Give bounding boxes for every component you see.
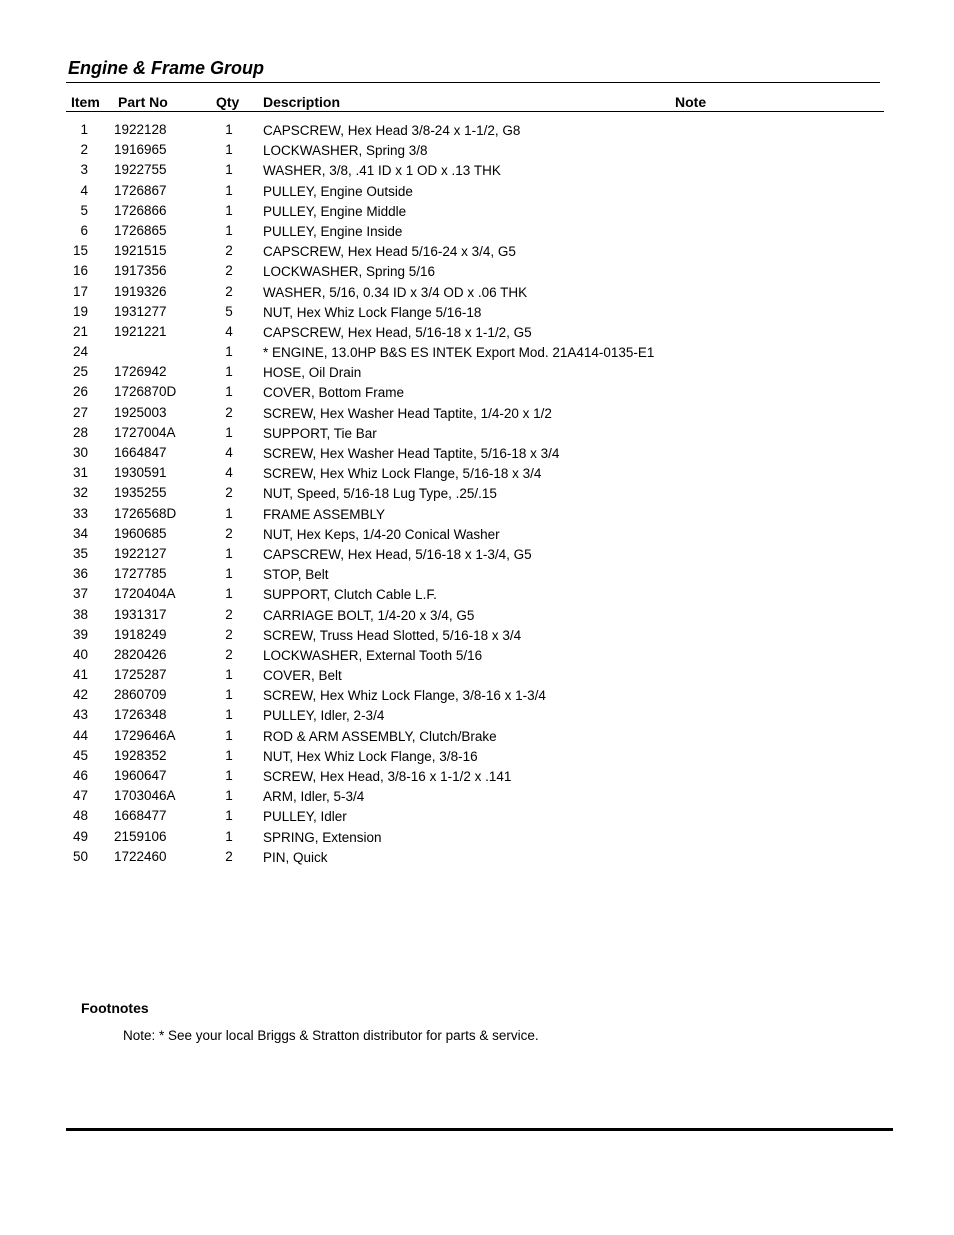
qty-cell: 1 bbox=[225, 566, 233, 582]
description-cell: CARRIAGE BOLT, 1/4-20 x 3/4, G5 bbox=[263, 607, 475, 623]
qty-cell: 2 bbox=[225, 525, 233, 541]
table-row bbox=[0, 464, 954, 484]
part-no-cell: 1720404A bbox=[114, 586, 176, 602]
table-row bbox=[0, 444, 954, 464]
description-cell: ROD & ARM ASSEMBLY, Clutch/Brake bbox=[263, 728, 497, 744]
part-no-cell: 1935255 bbox=[114, 485, 167, 501]
qty-cell: 1 bbox=[225, 364, 233, 380]
description-cell: FRAME ASSEMBLY bbox=[263, 506, 386, 522]
page-title: Engine & Frame Group bbox=[68, 58, 265, 78]
description-cell: NUT, Hex Keps, 1/4-20 Conical Washer bbox=[263, 526, 500, 542]
footnote-text: Note: * See your local Briggs & Stratton distributor for parts & service. bbox=[123, 1028, 539, 1043]
part-no-cell: 1726568D bbox=[114, 505, 177, 521]
column-header-description: Description bbox=[263, 94, 341, 110]
qty-cell: 1 bbox=[225, 162, 233, 178]
description-cell: SCREW, Hex Whiz Lock Flange, 5/16-18 x 3/4 bbox=[263, 466, 542, 482]
part-no-cell: 1921515 bbox=[114, 243, 167, 259]
part-no-cell: 1960647 bbox=[114, 768, 167, 783]
qty-cell: 1 bbox=[225, 344, 233, 360]
qty-cell: 1 bbox=[225, 202, 233, 218]
qty-cell: 1 bbox=[225, 505, 233, 521]
part-no-cell: 1726942 bbox=[114, 364, 167, 380]
part-no-cell: 1916965 bbox=[114, 142, 167, 158]
qty-cell: 2 bbox=[225, 283, 233, 299]
part-no-cell: 1668477 bbox=[114, 808, 167, 824]
part-no-cell: 1921221 bbox=[114, 323, 167, 339]
item-cell: 3 bbox=[80, 162, 88, 178]
item-cell: 49 bbox=[72, 828, 88, 844]
item-cell: 17 bbox=[72, 283, 88, 299]
description-cell: PULLEY, Idler bbox=[263, 809, 347, 825]
part-no-cell: 1917356 bbox=[114, 263, 167, 279]
part-no-cell: 1918249 bbox=[114, 626, 167, 642]
column-header-note: Note bbox=[675, 94, 707, 110]
description-cell: SCREW, Hex Head, 3/8-16 x 1-1/2 x .141 bbox=[263, 769, 512, 784]
qty-cell: 1 bbox=[225, 747, 233, 763]
part-no-cell: 1919326 bbox=[114, 283, 167, 299]
table-row bbox=[0, 383, 954, 403]
item-cell: 32 bbox=[72, 485, 88, 501]
description-cell: SUPPORT, Clutch Cable L.F. bbox=[263, 587, 437, 603]
part-no-cell: 1729646A bbox=[114, 727, 176, 743]
item-cell: 50 bbox=[72, 848, 88, 864]
table-row bbox=[0, 686, 954, 706]
qty-cell: 1 bbox=[225, 545, 233, 561]
table-row bbox=[0, 222, 954, 242]
description-cell: WASHER, 5/16, 0.34 ID x 3/4 OD x .06 THK bbox=[263, 284, 528, 300]
qty-cell: 4 bbox=[225, 445, 233, 460]
table-row bbox=[0, 505, 954, 525]
part-no-cell: 1930591 bbox=[114, 465, 167, 481]
item-cell: 37 bbox=[72, 586, 88, 602]
item-cell: 48 bbox=[72, 808, 88, 824]
table-row bbox=[0, 565, 954, 585]
qty-cell: 1 bbox=[225, 424, 233, 440]
qty-cell: 1 bbox=[225, 182, 233, 198]
part-no-cell: 1722460 bbox=[114, 848, 167, 864]
qty-cell: 1 bbox=[225, 384, 233, 400]
item-cell: 19 bbox=[72, 303, 88, 319]
qty-cell: 1 bbox=[225, 142, 233, 158]
table-row bbox=[0, 727, 954, 747]
qty-cell: 1 bbox=[225, 687, 233, 703]
item-cell: 33 bbox=[72, 505, 88, 521]
description-cell: HOSE, Oil Drain bbox=[263, 365, 362, 381]
description-cell: PULLEY, Engine Inside bbox=[263, 223, 403, 239]
item-cell: 39 bbox=[72, 626, 88, 642]
part-no-cell: 2820426 bbox=[114, 646, 167, 662]
part-no-cell: 1922127 bbox=[114, 545, 167, 561]
item-cell: 16 bbox=[72, 263, 88, 279]
description-cell: LOCKWASHER, Spring 3/8 bbox=[263, 143, 428, 159]
table-row bbox=[0, 424, 954, 444]
item-cell: 45 bbox=[72, 747, 88, 763]
part-no-cell: 2860709 bbox=[114, 687, 167, 703]
table-row bbox=[0, 626, 954, 646]
part-no-cell: 1726865 bbox=[114, 222, 167, 238]
item-cell: 43 bbox=[72, 707, 88, 723]
parts-table bbox=[0, 121, 954, 868]
column-header-qty: Qty bbox=[216, 94, 240, 110]
part-no-cell: 1925003 bbox=[114, 404, 167, 420]
table-row bbox=[0, 807, 954, 827]
item-cell: 6 bbox=[80, 222, 88, 238]
description-cell: SCREW, Hex Whiz Lock Flange, 3/8-16 x 1-3/4 bbox=[263, 688, 546, 704]
table-row bbox=[0, 706, 954, 726]
qty-cell: 2 bbox=[225, 848, 233, 864]
item-cell: 5 bbox=[80, 202, 88, 218]
qty-cell: 1 bbox=[225, 586, 233, 602]
table-row bbox=[0, 283, 954, 303]
description-cell: SCREW, Truss Head Slotted, 5/16-18 x 3/4 bbox=[263, 627, 522, 643]
table-row bbox=[0, 666, 954, 686]
qty-cell: 1 bbox=[225, 788, 233, 804]
description-cell: PULLEY, Idler, 2-3/4 bbox=[263, 708, 385, 724]
table-row bbox=[0, 323, 954, 343]
page-footer-rule bbox=[66, 1128, 893, 1131]
qty-cell: 4 bbox=[225, 465, 233, 481]
description-cell: PULLEY, Engine Middle bbox=[263, 203, 407, 219]
part-no-cell: 1931317 bbox=[114, 606, 167, 622]
part-no-cell: 1727004A bbox=[114, 424, 176, 440]
description-cell: COVER, Bottom Frame bbox=[263, 385, 405, 401]
description-cell: ARM, Idler, 5-3/4 bbox=[263, 789, 365, 805]
qty-cell: 1 bbox=[225, 808, 233, 824]
header-divider bbox=[66, 111, 884, 112]
part-no-cell: 1726866 bbox=[114, 202, 167, 218]
qty-cell: 2 bbox=[225, 485, 233, 501]
item-cell: 1 bbox=[80, 122, 88, 137]
description-cell: CAPSCREW, Hex Head 5/16-24 x 3/4, G5 bbox=[263, 244, 516, 260]
table-row bbox=[0, 484, 954, 504]
qty-cell: 1 bbox=[225, 768, 233, 783]
column-header-item: Item bbox=[71, 94, 100, 110]
description-cell: * ENGINE, 13.0HP B&S ES INTEK Export Mod. 21A414-0135-E1 bbox=[263, 345, 655, 361]
table-row bbox=[0, 545, 954, 565]
item-cell: 35 bbox=[72, 545, 88, 561]
item-cell: 27 bbox=[72, 404, 88, 420]
description-cell: COVER, Belt bbox=[263, 668, 342, 684]
description-cell: SPRING, Extension bbox=[263, 829, 382, 845]
table-row bbox=[0, 141, 954, 161]
table-row bbox=[0, 606, 954, 626]
qty-cell: 2 bbox=[225, 243, 233, 259]
table-row bbox=[0, 363, 954, 383]
table-row bbox=[0, 585, 954, 605]
item-cell: 36 bbox=[72, 566, 88, 582]
item-cell: 47 bbox=[72, 788, 88, 804]
table-row bbox=[0, 202, 954, 222]
table-row bbox=[0, 767, 954, 787]
description-cell: NUT, Speed, 5/16-18 Lug Type, .25/.15 bbox=[263, 486, 497, 502]
qty-cell: 2 bbox=[225, 646, 233, 662]
item-cell: 38 bbox=[72, 606, 88, 622]
item-cell: 24 bbox=[72, 344, 88, 360]
table-row bbox=[0, 646, 954, 666]
description-cell: NUT, Hex Whiz Lock Flange, 3/8-16 bbox=[263, 748, 478, 764]
item-cell: 15 bbox=[72, 243, 88, 259]
description-cell: CAPSCREW, Hex Head, 5/16-18 x 1-3/4, G5 bbox=[263, 546, 532, 562]
description-cell: SUPPORT, Tie Bar bbox=[263, 425, 377, 441]
qty-cell: 1 bbox=[225, 667, 233, 683]
item-cell: 30 bbox=[72, 445, 88, 460]
part-no-cell: 1726867 bbox=[114, 182, 167, 198]
item-cell: 41 bbox=[72, 667, 88, 683]
description-cell: NUT, Hex Whiz Lock Flange 5/16-18 bbox=[263, 304, 482, 320]
part-no-cell: 1727785 bbox=[114, 566, 167, 582]
part-no-cell: 2159106 bbox=[114, 828, 167, 844]
part-no-cell: 1664847 bbox=[114, 445, 167, 460]
item-cell: 34 bbox=[72, 525, 88, 541]
table-row bbox=[0, 404, 954, 424]
part-no-cell: 1726870D bbox=[114, 384, 177, 400]
part-no-cell: 1726348 bbox=[114, 707, 167, 723]
item-cell: 46 bbox=[72, 768, 88, 783]
qty-cell: 4 bbox=[225, 323, 233, 339]
qty-cell: 2 bbox=[225, 626, 233, 642]
qty-cell: 2 bbox=[225, 404, 233, 420]
column-header-part-no: Part No bbox=[118, 94, 168, 110]
qty-cell: 1 bbox=[225, 828, 233, 844]
item-cell: 31 bbox=[72, 465, 88, 481]
description-cell: LOCKWASHER, External Tooth 5/16 bbox=[263, 647, 483, 663]
item-cell: 26 bbox=[72, 384, 88, 400]
table-row bbox=[0, 525, 954, 545]
description-cell: LOCKWASHER, Spring 5/16 bbox=[263, 264, 436, 280]
part-no-cell: 1922755 bbox=[114, 162, 167, 178]
item-cell: 28 bbox=[72, 424, 88, 440]
table-row bbox=[0, 242, 954, 262]
qty-cell: 1 bbox=[225, 727, 233, 743]
footnotes-heading: Footnotes bbox=[81, 1000, 149, 1016]
description-cell: PIN, Quick bbox=[263, 849, 328, 865]
description-cell: CAPSCREW, Hex Head 3/8-24 x 1-1/2, G8 bbox=[263, 123, 521, 138]
description-cell: WASHER, 3/8, .41 ID x 1 OD x .13 THK bbox=[263, 163, 501, 179]
part-no-cell: 1931277 bbox=[114, 303, 167, 319]
qty-cell: 5 bbox=[225, 303, 233, 319]
description-cell: CAPSCREW, Hex Head, 5/16-18 x 1-1/2, G5 bbox=[263, 324, 532, 340]
table-row bbox=[0, 182, 954, 202]
part-no-cell: 1703046A bbox=[114, 788, 176, 804]
description-cell: PULLEY, Engine Outside bbox=[263, 183, 413, 199]
description-cell: SCREW, Hex Washer Head Taptite, 1/4-20 x 1/2 bbox=[263, 405, 552, 421]
description-cell: STOP, Belt bbox=[263, 567, 329, 583]
qty-cell: 1 bbox=[225, 707, 233, 723]
qty-cell: 2 bbox=[225, 606, 233, 622]
part-no-cell: 1922128 bbox=[114, 122, 167, 137]
item-cell: 25 bbox=[72, 364, 88, 380]
item-cell: 4 bbox=[80, 182, 88, 198]
table-row bbox=[0, 121, 954, 141]
table-row bbox=[0, 303, 954, 323]
part-no-cell: 1960685 bbox=[114, 525, 167, 541]
item-cell: 40 bbox=[72, 646, 88, 662]
table-row bbox=[0, 161, 954, 181]
table-row bbox=[0, 787, 954, 807]
part-no-cell: 1725287 bbox=[114, 667, 167, 683]
table-row bbox=[0, 828, 954, 848]
item-cell: 21 bbox=[72, 323, 88, 339]
qty-cell: 1 bbox=[225, 222, 233, 238]
table-row bbox=[0, 848, 954, 868]
qty-cell: 2 bbox=[225, 263, 233, 279]
table-row bbox=[0, 262, 954, 282]
table-row bbox=[0, 747, 954, 767]
item-cell: 42 bbox=[72, 687, 88, 703]
part-no-cell: 1928352 bbox=[114, 747, 167, 763]
description-cell: SCREW, Hex Washer Head Taptite, 5/16-18 x 3/4 bbox=[263, 446, 560, 461]
item-cell: 44 bbox=[72, 727, 88, 743]
item-cell: 2 bbox=[80, 142, 88, 158]
title-divider bbox=[66, 82, 880, 83]
qty-cell: 1 bbox=[225, 122, 233, 137]
table-row bbox=[0, 343, 954, 363]
